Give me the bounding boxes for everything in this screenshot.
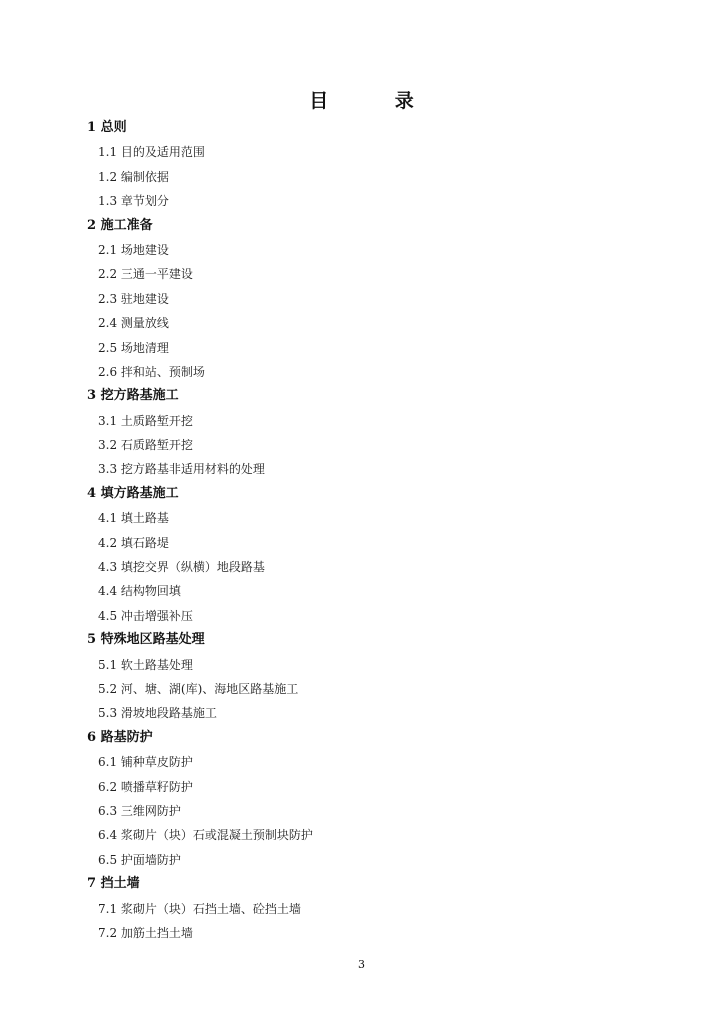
toc-chapter-entry: 7 挡土墙 [87, 876, 140, 892]
toc-section-entry: 4.1 填土路基 [98, 511, 169, 526]
toc-section-entry: 6.4 浆砌片（块）石或混凝土预制块防护 [98, 828, 313, 843]
toc-section-entry: 1.3 章节划分 [98, 194, 169, 209]
toc-section-entry: 2.4 测量放线 [98, 316, 169, 331]
toc-section-entry: 1.2 编制依据 [98, 169, 169, 184]
toc-chapter-entry: 3 挖方路基施工 [87, 388, 179, 404]
toc-chapter-entry: 1 总则 [87, 120, 127, 135]
page-number: 3 [358, 958, 365, 971]
toc-section-entry: 7.2 加筋土挡土墙 [98, 925, 193, 940]
toc-section-entry: 4.4 结构物回填 [98, 584, 181, 599]
toc-section-entry: 3.3 挖方路基非适用材料的处理 [98, 462, 265, 477]
toc-section-entry: 4.3 填挖交界（纵横）地段路基 [98, 560, 265, 575]
toc-section-entry: 2.6 拌和站、预制场 [98, 364, 205, 379]
toc-section-entry: 2.3 驻地建设 [98, 291, 169, 306]
toc-section-entry: 2.5 场地清理 [98, 340, 169, 355]
toc-section-entry: 5.2 河、塘、湖(库)、海地区路基施工 [98, 681, 299, 696]
toc-section-entry: 6.5 护面墙防护 [98, 852, 181, 867]
toc-section-entry: 2.2 三通一平建设 [98, 267, 193, 282]
table-of-contents [0, 116, 723, 945]
toc-section-entry: 7.1 浆砌片（块）石挡土墙、砼挡土墙 [98, 901, 301, 916]
toc-section-entry: 4.5 冲击增强补压 [98, 608, 193, 623]
toc-section-entry: 6.3 三维网防护 [98, 803, 181, 818]
toc-section-entry: 3.1 土质路堑开挖 [98, 413, 193, 428]
toc-section-entry: 1.1 目的及适用范围 [98, 145, 205, 160]
toc-chapter-entry: 5 特殊地区路基处理 [87, 632, 205, 648]
toc-section-entry: 5.3 滑坡地段路基施工 [98, 706, 217, 721]
toc-section-entry: 3.2 石质路堑开挖 [98, 438, 193, 453]
page-title: 目 录 [309, 90, 444, 112]
toc-chapter-entry: 4 填方路基施工 [87, 485, 179, 501]
toc-section-entry: 6.1 铺种草皮防护 [98, 755, 193, 770]
toc-section-entry: 6.2 喷播草籽防护 [98, 779, 193, 794]
toc-chapter-entry: 6 路基防护 [87, 729, 153, 745]
toc-chapter-entry: 2 施工准备 [87, 217, 153, 233]
toc-section-entry: 4.2 填石路堤 [98, 535, 169, 550]
toc-section-entry: 5.1 软土路基处理 [98, 657, 193, 672]
toc-section-entry: 2.1 场地建设 [98, 242, 169, 257]
